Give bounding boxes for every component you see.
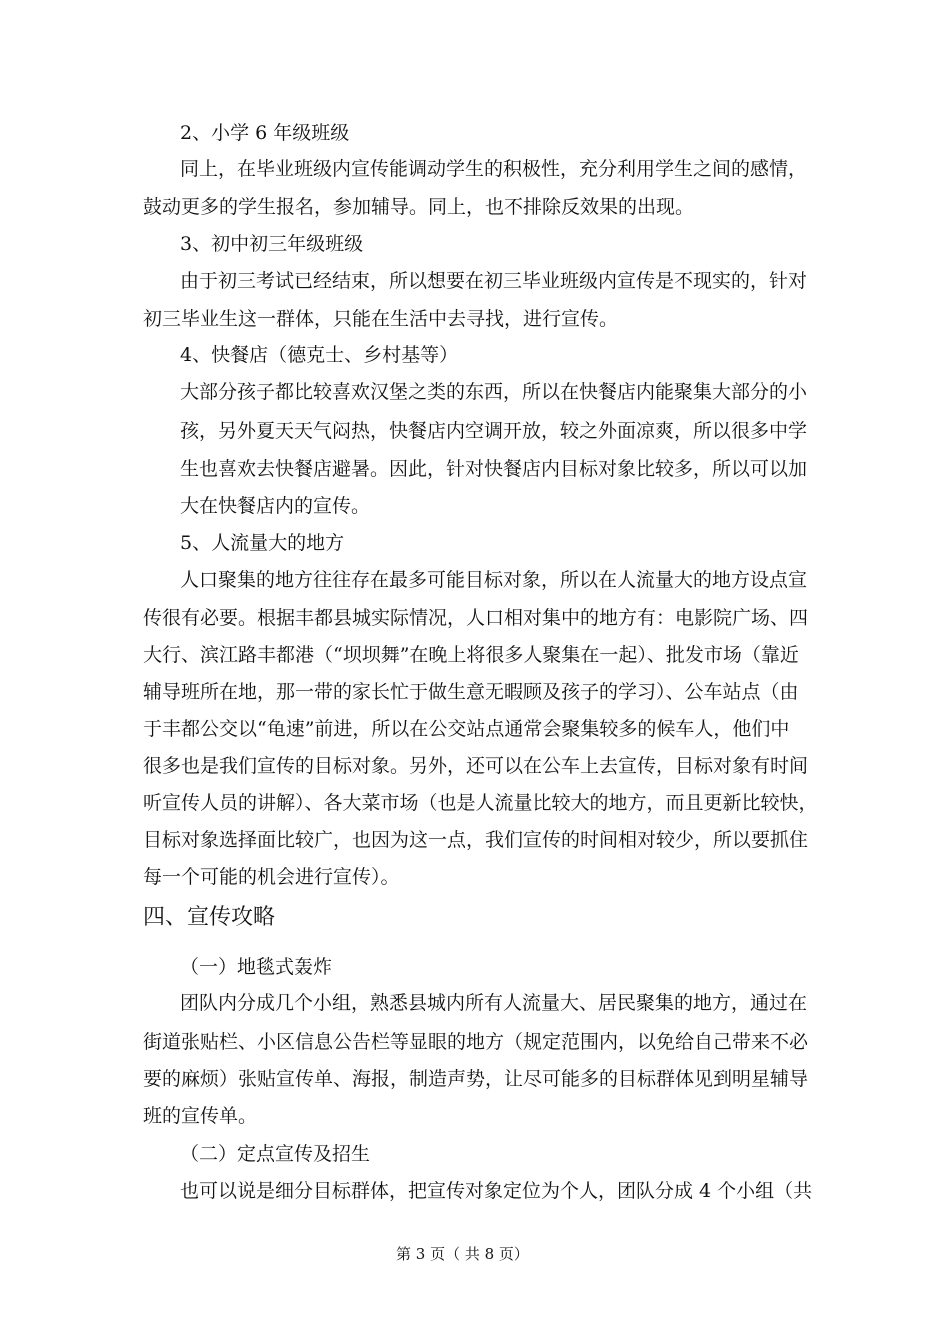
paragraph-line: 团队内分成几个小组，熟悉县城内所有人流量大、居民聚集的地方，通过在	[180, 992, 808, 1014]
section-heading: 5、人流量大的地方	[180, 532, 345, 554]
paragraph-line: 传很有必要。根据丰都县城实际情况，人口相对集中的地方有：电影院广场、四	[143, 607, 809, 629]
section-heading: 2、小学 6 年级班级	[180, 122, 350, 144]
paragraph-line: 目标对象选择面比较广，也因为这一点，我们宣传的时间相对较少，所以要抓住	[143, 829, 809, 851]
section-heading: 4、快餐店（德克士、乡村基等）	[180, 344, 459, 366]
chapter-heading: 四、宣传攻略	[143, 905, 276, 930]
paragraph-line: 人口聚集的地方往往存在最多可能目标对象，所以在人流量大的地方设点宣	[180, 569, 808, 591]
paragraph-line: 街道张贴栏、小区信息公告栏等显眼的地方（规定范围内，以免给自己带来不必	[143, 1031, 809, 1053]
paragraph-line: 辅导班所在地，那一带的家长忙于做生意无暇顾及孩子的学习）、公车站点（由	[143, 681, 799, 703]
paragraph-line: 很多也是我们宣传的目标对象。另外，还可以在公车上去宣传，目标对象有时间	[143, 755, 809, 777]
paragraph-line: 初三毕业生这一群体，只能在生活中去寻找，进行宣传。	[143, 308, 619, 330]
paragraph-line: 由于初三考试已经结束，所以想要在初三毕业班级内宣传是不现实的，针对	[180, 270, 808, 292]
paragraph-line: 听宣传人员的讲解）、各大菜市场（也是人流量比较大的地方，而且更新比较快，	[143, 792, 818, 814]
paragraph-line: 也可以说是细分目标群体，把宣传对象定位为个人，团队分成 4 个小组（共	[180, 1180, 813, 1202]
subsection-heading: （一）地毯式轰炸	[180, 956, 333, 978]
section-heading: 3、初中初三年级班级	[180, 233, 364, 255]
paragraph-line: 鼓动更多的学生报名，参加辅导。同上，也不排除反效果的出现。	[143, 196, 695, 218]
paragraph-line: 孩，另外夏天天气闷热，快餐店内空调开放，较之外面凉爽，所以很多中学	[180, 420, 808, 442]
paragraph-line: 生也喜欢去快餐店避暑。因此，针对快餐店内目标对象比较多，所以可以加	[180, 458, 808, 480]
paragraph-line: 大行、滨江路丰都港（“坝坝舞”在晚上将很多人聚集在一起）、批发市场（靠近	[143, 644, 799, 666]
paragraph-line: 大在快餐店内的宣传。	[180, 495, 371, 517]
paragraph-line: 于丰都公交以“龟速”前进，所以在公交站点通常会聚集较多的候车人，他们中	[143, 718, 790, 740]
subsection-heading: （二）定点宣传及招生	[180, 1143, 371, 1165]
paragraph-line: 每一个可能的机会进行宣传）。	[143, 866, 400, 888]
paragraph-line: 班的宣传单。	[143, 1105, 258, 1127]
paragraph-line: 同上，在毕业班级内宣传能调动学生的积极性，充分利用学生之间的感情，	[180, 158, 808, 180]
paragraph-line: 大部分孩子都比较喜欢汉堡之类的东西，所以在快餐店内能聚集大部分的小	[180, 381, 808, 403]
paragraph-line: 要的麻烦）张贴宣传单、海报，制造声势，让尽可能多的目标群体见到明星辅导	[143, 1068, 809, 1090]
page-number-footer: 第 3 页（ 共 8 页）	[396, 1245, 529, 1263]
